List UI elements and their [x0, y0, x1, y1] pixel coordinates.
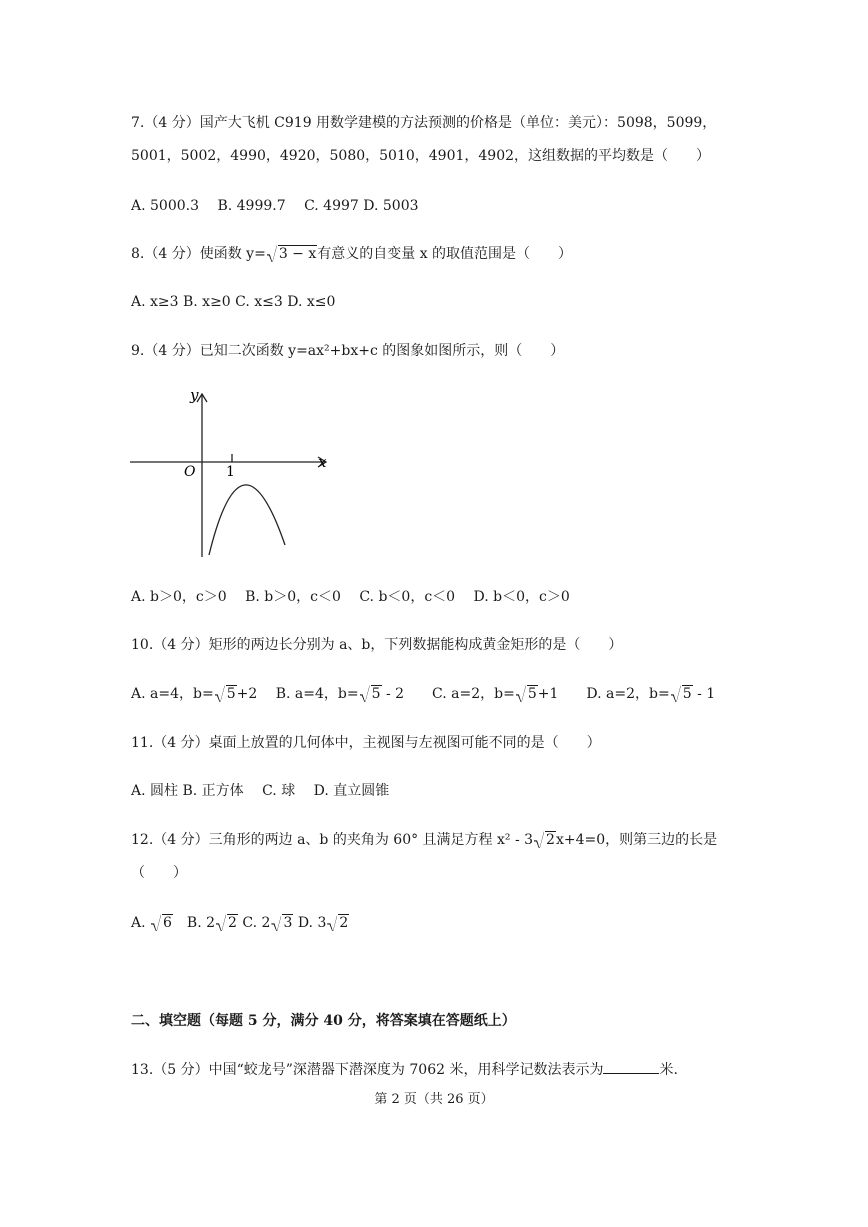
section-heading-fill-in: 二、填空题（每题 5 分，满分 40 分，将答案填在答题纸上） — [131, 1013, 516, 1029]
answer-blank — [603, 1059, 659, 1074]
q10-opt-a-radicand: 5 — [226, 686, 236, 702]
sqrt-symbol — [215, 684, 237, 704]
q13-stem-pre: 13.（5 分）中国“蛟龙号”深潜器下潜深度为 7062 米，用科学记数法表示为 — [131, 1062, 604, 1078]
q12-opt-a-radicand: 6 — [163, 915, 172, 931]
q10-opt-d-post: - 1 — [692, 686, 716, 702]
q8-radicand: 3 − x — [278, 246, 317, 262]
q7-stem-line2: 5001，5002，4990，4920，5080，5010，4901，4902，这组数据的平均数是（ ） — [131, 148, 711, 164]
sqrt-symbol — [671, 684, 693, 704]
sqrt-symbol — [516, 684, 538, 704]
x-tick-label: 1 — [226, 464, 235, 480]
q12-options — [131, 913, 349, 933]
q10-options — [131, 684, 715, 704]
sqrt-symbol — [360, 684, 382, 704]
sqrt-symbol — [271, 913, 293, 933]
q10-opt-c-radicand: 5 — [527, 686, 537, 702]
page-footer: 第 2 页（共 26 页） — [374, 1092, 494, 1107]
q10-opt-c-post: +1 — [537, 686, 587, 702]
sqrt-symbol — [534, 830, 556, 850]
q12-opt-b-radicand: 2 — [228, 915, 237, 931]
x-axis-label: x — [318, 453, 327, 471]
q12-opt-c: C. 2 — [237, 915, 271, 931]
q13-stem — [131, 1059, 678, 1080]
q12-stem-radicand: 2 — [546, 832, 555, 848]
sqrt-symbol — [267, 244, 317, 264]
q10-opt-d-radicand: 5 — [682, 686, 692, 702]
q10-opt-c-pre: C. a=2，b= — [432, 686, 515, 702]
q11-stem: 11.（4 分）桌面上放置的几何体中，主视图与左视图可能不同的是（ ） — [131, 735, 601, 751]
q9-options: A. b＞0，c＞0 B. b＞0，c＜0 C. b＜0，c＜0 D. b＜0，c＞0 — [131, 589, 570, 605]
q11-options: A. 圆柱 B. 正方体 C. 球 D. 直立圆锥 — [131, 783, 390, 799]
q8-stem-prefix: 8.（4 分）使函数 y= — [131, 246, 266, 262]
y-axis-label: y — [190, 386, 199, 404]
q10-opt-b-post: - 2 — [381, 686, 433, 702]
origin-label: O — [184, 464, 196, 480]
sqrt-symbol — [216, 913, 238, 933]
q12-opt-d: D. 3 — [293, 915, 327, 931]
q7-stem-line1: 7.（4 分）国产大飞机 C919 用数学建模的方法预测的价格是（单位：美元）：5098，5099， — [131, 115, 717, 131]
q7-options: A. 5000.3 B. 4999.7 C. 4997 D. 5003 — [131, 198, 419, 214]
q12-opt-b: B. 2 — [172, 915, 216, 931]
q10-opt-d-pre: D. a=2，b= — [586, 686, 670, 702]
q12-stem-pre: 12.（4 分）三角形的两边 a、b 的夹角为 60° 且满足方程 x² - 3 — [131, 832, 534, 848]
q12-opt-c-radicand: 3 — [283, 915, 293, 931]
q12-stem-post: x+4=0，则第三边的长是 — [555, 832, 718, 848]
q10-opt-b-pre: B. a=4，b= — [275, 686, 359, 702]
q10-opt-a-post: +2 — [236, 686, 276, 702]
q12-stem — [131, 830, 717, 850]
q12-opt-a: A. — [131, 915, 151, 931]
parabola-curve — [209, 485, 285, 555]
q8-stem-suffix: 有意义的自变量 x 的取值范围是（ ） — [317, 246, 573, 262]
q9-stem: 9.（4 分）已知二次函数 y=ax²+bx+c 的图象如图所示，则（ ） — [131, 343, 565, 359]
sqrt-symbol — [327, 913, 349, 933]
q9-parabola-graph — [128, 382, 338, 562]
q13-stem-post: 米. — [659, 1062, 678, 1078]
q10-opt-a-pre: A. a=4，b= — [131, 686, 214, 702]
q12-opt-d-radicand: 2 — [339, 915, 349, 931]
q10-stem: 10.（4 分）矩形的两边长分别为 a、b，下列数据能构成黄金矩形的是（ ） — [131, 637, 623, 653]
q8-stem — [131, 244, 572, 264]
q8-options: A. x≥3 B. x≥0 C. x≤3 D. x≤0 — [131, 294, 336, 310]
q10-opt-b-radicand: 5 — [371, 686, 381, 702]
sqrt-symbol — [151, 913, 173, 933]
q12-stem-line2: （ ） — [131, 865, 187, 881]
